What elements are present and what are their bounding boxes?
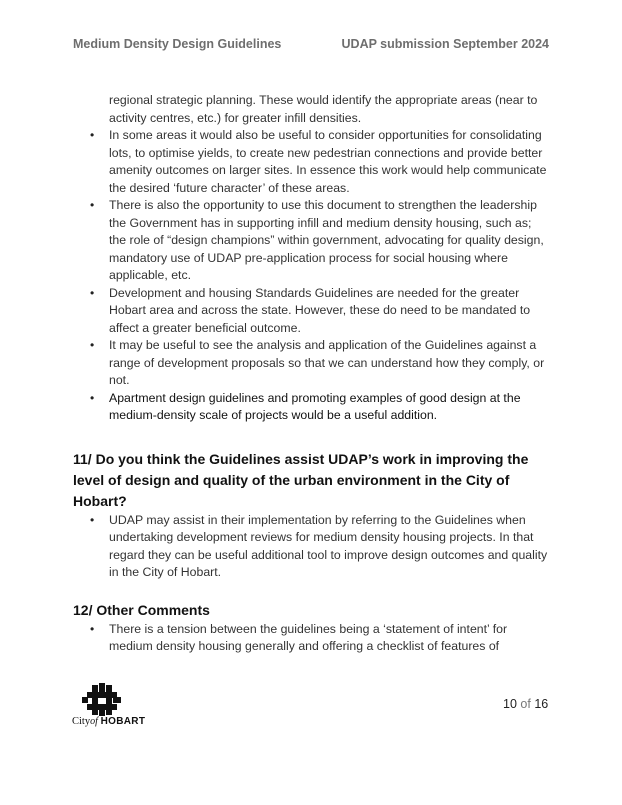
bullet-icon: • — [90, 390, 95, 405]
page-current: 10 — [503, 697, 517, 711]
bullet-icon: • — [90, 338, 95, 352]
list-item: • UDAP may assist in their implementation by referring to the Guidelines when undertaking development reviews for medium density housing projects. In that regard they can be useful additional tool to improve design outcomes and quality in the City of Hobart. — [90, 512, 548, 579]
bullet-icon: • — [90, 198, 95, 212]
page-content — [73, 92, 551, 656]
list-item: • There is a tension between the guidelines being a ‘statement of intent’ for medium density housing generally and offering a checklist of features of — [90, 621, 508, 653]
bullet-list-question-11 — [73, 512, 551, 582]
bullet-icon: • — [90, 285, 95, 300]
bullet-list-other-comments — [73, 621, 551, 656]
section-12-heading: 12/ Other Comments — [73, 601, 210, 618]
question-11-heading: 11/ Do you think the Guidelines assist UDAP’s work in improving the level of design and quality of the urban environment in the City of Hobart? — [73, 450, 529, 509]
list-item: • In some areas it would also be useful to consider opportunities for consolidating lots, to optimise yields, to create new pedestrian connections and provide better amenity outcomes on larger sites. In essence this work would help communicate the desired ‘future character’ of these areas. — [90, 128, 547, 195]
list-item: • There is also the opportunity to use this document to strengthen the leadership the Government has in supporting infill and medium density housing, such as; the role of “design champions” within government, advocating for quality design, mandatory use of UDAP pre-application process for social housing where applicable, etc. — [90, 198, 544, 282]
page-header — [73, 37, 549, 51]
bullet-list-recommendations — [73, 92, 551, 425]
list-item: • Development and housing Standards Guidelines are needed for the greater Hobart area and across the state. However, these do need to be mandated to affect a greater beneficial outcome. — [90, 285, 531, 335]
header-document-title: Medium Density Design Guidelines — [73, 37, 282, 51]
page-of-label: of — [520, 697, 531, 711]
page-number — [503, 697, 548, 711]
page-total: 16 — [534, 697, 549, 711]
list-item: • It may be useful to see the analysis and application of the Guidelines against a range of development proposals so that we can understand how they comply, or not. — [90, 338, 545, 387]
bullet-icon: • — [90, 128, 95, 142]
city-of-hobart-wordmark: Cityof HOBART — [72, 716, 146, 727]
bullet-icon: • — [90, 512, 95, 527]
list-item-continuation: regional strategic planning. These would identify the appropriate areas (near to activity centres, etc.) for greater infill densities. — [109, 93, 538, 125]
list-item: • Apartment design guidelines and promoting examples of good design at the medium-density scale of projects would be a useful addition. — [90, 390, 521, 422]
bullet-icon: • — [90, 621, 95, 636]
header-submission-date: UDAP submission September 2024 — [341, 37, 549, 51]
